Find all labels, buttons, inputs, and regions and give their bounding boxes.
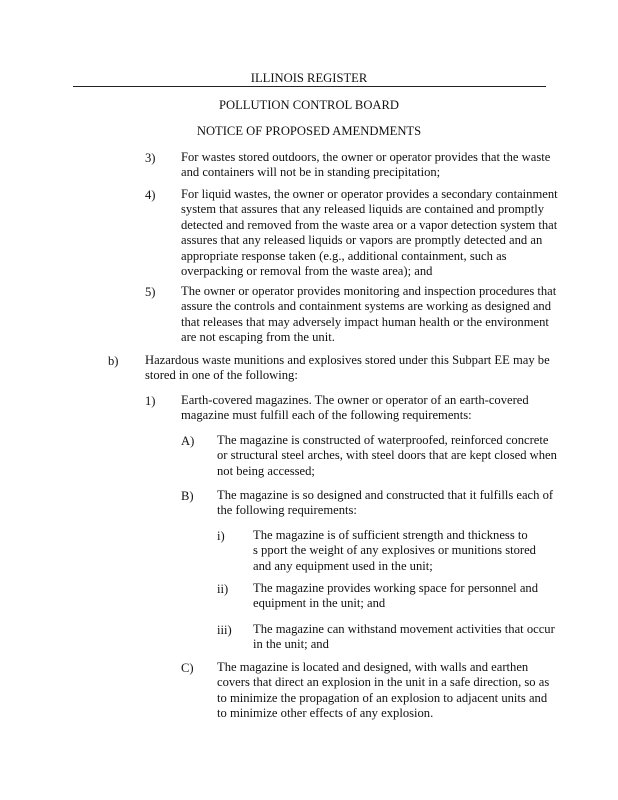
text-line: to minimize the propagation of an explosion to adjacent units and (217, 690, 548, 705)
text-line: to minimize other effects of any explosion. (217, 706, 434, 721)
text-line: The magazine is so designed and constructed that it fulfills each of (217, 488, 554, 502)
text-line: The magazine provides working space for personnel and (253, 581, 539, 595)
text-line: For liquid wastes, the owner or operator provides a secondary containment (181, 187, 558, 201)
item-text (217, 488, 553, 519)
item-text (253, 528, 536, 574)
item-text (181, 150, 550, 181)
text-line: are not escaping from the unit. (181, 330, 335, 345)
text-line: that releases that may adversely impact human health or the environment (181, 314, 549, 329)
item-text (253, 581, 538, 612)
text-line: covers that direct an explosion in the unit in a safe direction, so as (217, 675, 550, 690)
item-text (181, 187, 558, 279)
text-line: and containers will not be in standing precipitation; (181, 165, 441, 180)
text-line: For wastes stored outdoors, the owner or operator provides that the waste (181, 150, 551, 164)
item-label: B) (181, 489, 194, 503)
item-label: ii) (217, 582, 229, 596)
text-line: The magazine is constructed of waterproofed, reinforced concrete (217, 433, 549, 447)
text-line: Earth-covered magazines. The owner or operator of an earth-covered (181, 393, 529, 407)
text-line: system that assures that any released liquids are contained and promptly (181, 202, 545, 217)
text-line: The magazine is of sufficient strength and thickness to (253, 528, 528, 542)
item-label: 3) (145, 151, 156, 165)
item-label: A) (181, 434, 195, 448)
item-text (181, 284, 556, 346)
register-title: ILLINOIS REGISTER (250, 71, 368, 85)
text-line: stored in one of the following: (145, 368, 298, 383)
item-text (217, 433, 557, 479)
item-text (181, 393, 529, 424)
item-label: 5) (145, 285, 156, 299)
text-line: in the unit; and (253, 637, 329, 652)
text-line: not being accessed; (217, 463, 315, 478)
item-label: iii) (217, 623, 232, 637)
board-title: POLLUTION CONTROL BOARD (218, 98, 400, 112)
item-text (253, 622, 555, 653)
text-line: s pport the weight of any explosives or munitions stored (253, 543, 536, 558)
item-label: i) (217, 529, 225, 543)
text-line: and any equipment used in the unit; (253, 558, 433, 573)
text-line: appropriate response taken (e.g., additional containment, such as (181, 248, 507, 263)
item-text (217, 660, 549, 722)
text-line: or structural steel arches, with steel doors that are kept closed when (217, 448, 557, 463)
text-line: Hazardous waste munitions and explosives stored under this Subpart EE may be (145, 353, 550, 367)
item-text (145, 353, 550, 384)
header-rule (73, 86, 546, 87)
text-line: The magazine is located and designed, with walls and earthen (217, 660, 529, 674)
text-line: The magazine can withstand movement activities that occur (253, 622, 555, 636)
text-line: The owner or operator provides monitoring and inspection procedures that (181, 284, 557, 298)
text-line: assure the controls and containment systems are working as designed and (181, 299, 552, 314)
item-label: 4) (145, 188, 156, 202)
text-line: the following requirements: (217, 503, 357, 518)
text-line: detected and removed from the waste area or a vapor detection system that (181, 217, 558, 232)
item-label: C) (181, 661, 194, 675)
text-line: assures that any released liquids or vapors are promptly detected and an (181, 233, 543, 248)
text-line: equipment in the unit; and (253, 596, 386, 611)
text-line: overpacking or removal from the waste area); and (181, 264, 433, 279)
notice-title: NOTICE OF PROPOSED AMENDMENTS (196, 124, 422, 138)
item-label: b) (108, 354, 119, 368)
text-line: magazine must fulfill each of the following requirements: (181, 408, 472, 423)
item-label: 1) (145, 394, 156, 408)
